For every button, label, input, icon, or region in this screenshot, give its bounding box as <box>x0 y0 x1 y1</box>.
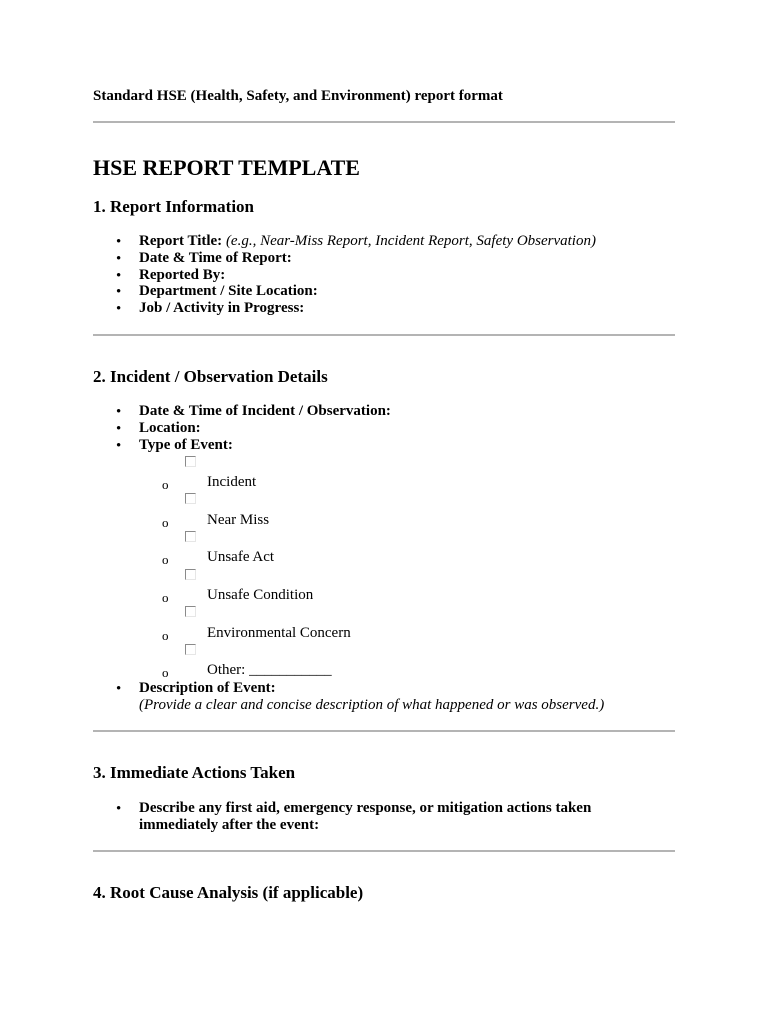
bullet: • <box>116 234 122 250</box>
environmental-concern-checkbox[interactable] <box>185 606 196 617</box>
event-option-near-miss: Near Miss <box>207 512 270 528</box>
incident-checkbox[interactable] <box>185 456 196 467</box>
unsafe-act-checkbox[interactable] <box>185 531 196 542</box>
bullet: • <box>116 681 122 697</box>
list-item-actions-line-1: Describe any first aid, emergency response, or mitigation actions taken <box>139 800 592 816</box>
bullet: • <box>116 404 122 420</box>
bullet: • <box>116 801 122 817</box>
section-2-heading: 2. Incident / Observation Details <box>93 367 328 386</box>
divider <box>93 730 675 732</box>
list-item-job-activity: Job / Activity in Progress: <box>139 300 305 316</box>
list-item-type-of-event: Type of Event: <box>139 437 233 453</box>
list-item-date-time-report: Date & Time of Report: <box>139 250 292 266</box>
sub-bullet: o <box>162 590 169 605</box>
near-miss-checkbox[interactable] <box>185 493 196 504</box>
event-option-unsafe-condition: Unsafe Condition <box>207 587 314 603</box>
bullet: • <box>116 438 122 454</box>
sub-bullet: o <box>162 552 169 567</box>
event-option-environmental-concern: Environmental Concern <box>207 625 351 641</box>
divider <box>93 334 675 336</box>
divider <box>93 121 675 123</box>
event-option-other: Other: ___________ <box>207 662 332 678</box>
list-item-location: Location: <box>139 420 201 436</box>
bullet: • <box>116 284 122 300</box>
list-item-description: Description of Event: <box>139 680 276 696</box>
list-item-department: Department / Site Location: <box>139 283 318 299</box>
intro-text: Standard HSE (Health, Safety, and Environment) report format <box>93 88 503 104</box>
list-item-report-title <box>139 233 596 250</box>
section-1-heading: 1. Report Information <box>93 197 255 216</box>
description-note: (Provide a clear and concise description of what happened or was observed.) <box>139 697 605 713</box>
section-4-heading: 4. Root Cause Analysis (if applicable) <box>93 883 364 902</box>
unsafe-condition-checkbox[interactable] <box>185 569 196 580</box>
sub-bullet: o <box>162 477 169 492</box>
list-item-actions-line-2: immediately after the event: <box>139 817 320 833</box>
bullet: • <box>116 251 122 267</box>
list-item-date-time-incident: Date & Time of Incident / Observation: <box>139 403 391 419</box>
sub-bullet: o <box>162 665 169 680</box>
event-option-incident: Incident <box>207 474 257 490</box>
sub-bullet: o <box>162 515 169 530</box>
sub-bullet: o <box>162 628 169 643</box>
divider <box>93 850 675 852</box>
page-title: HSE REPORT TEMPLATE <box>93 155 360 180</box>
other-checkbox[interactable] <box>185 644 196 655</box>
list-item-reported-by: Reported By: <box>139 267 226 283</box>
bullet: • <box>116 301 122 317</box>
bullet: • <box>116 268 122 284</box>
item-note: (e.g., Near-Miss Report, Incident Report, Safety Observation) <box>225 233 596 249</box>
item-label: Report Title: <box>139 233 223 249</box>
section-3-heading: 3. Immediate Actions Taken <box>93 763 296 782</box>
event-option-unsafe-act: Unsafe Act <box>207 549 275 565</box>
bullet: • <box>116 421 122 437</box>
